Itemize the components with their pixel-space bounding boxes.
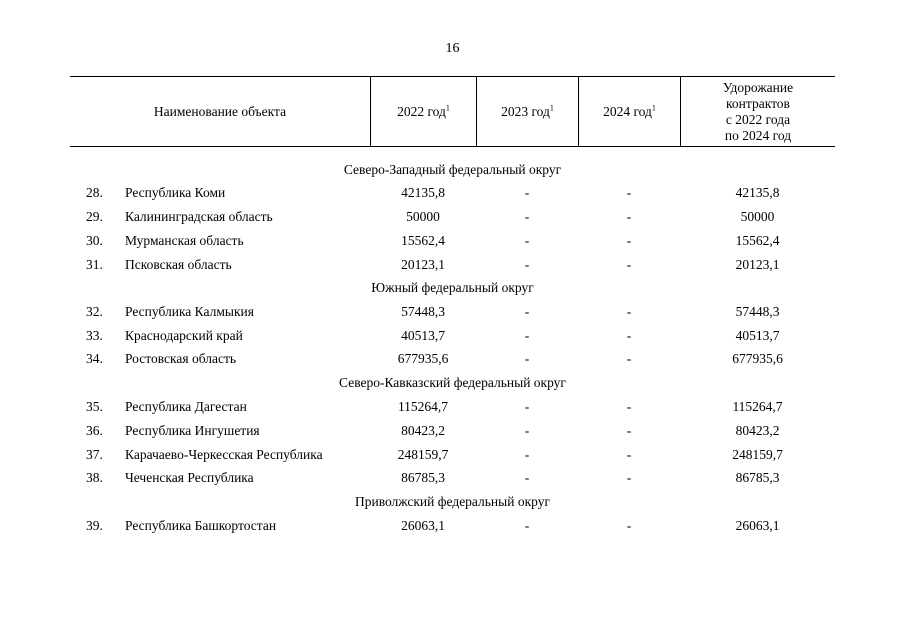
value-2024: - xyxy=(626,447,632,462)
row-number: 38. xyxy=(86,470,103,485)
value-2022: 20123,1 xyxy=(401,257,445,272)
district-title: Северо-Кавказский федеральный округ xyxy=(339,375,566,390)
object-name: Чеченская Республика xyxy=(125,470,254,485)
value-total: 42135,8 xyxy=(735,185,780,200)
table-row xyxy=(70,253,835,277)
row-number: 39. xyxy=(86,518,103,533)
table-row xyxy=(70,347,835,371)
value-2022: 248159,7 xyxy=(397,447,449,462)
header-total-line: с 2022 года xyxy=(725,111,791,127)
value-total: 26063,1 xyxy=(735,518,780,533)
footnote-mark: 1 xyxy=(651,103,656,112)
object-name: Псковская область xyxy=(125,257,232,272)
header-2024-label: 2024 год xyxy=(603,103,652,119)
header-total xyxy=(681,77,835,146)
value-2024: - xyxy=(626,257,632,272)
table-row xyxy=(70,205,835,229)
value-2023: - xyxy=(524,233,530,248)
value-2024: - xyxy=(626,351,632,366)
district-title: Южный федеральный округ xyxy=(371,280,534,295)
value-2022: 40513,7 xyxy=(401,328,445,343)
object-name: Калининградская область xyxy=(125,209,273,224)
object-name: Республика Башкортостан xyxy=(125,518,277,533)
district-title: Северо-Западный федеральный округ xyxy=(343,162,562,177)
header-total-line: Удорожание xyxy=(722,79,794,95)
value-2024: - xyxy=(626,423,632,438)
value-2022: 115264,7 xyxy=(397,399,449,414)
table-row xyxy=(70,419,835,443)
header-name-label: Наименование объекта xyxy=(153,103,287,119)
row-number: 32. xyxy=(86,304,103,319)
header-name xyxy=(70,77,370,146)
header-total-line: по 2024 год xyxy=(724,127,792,143)
value-2024: - xyxy=(626,470,632,485)
value-2023: - xyxy=(524,257,530,272)
table-row xyxy=(70,324,835,348)
value-total: 86785,3 xyxy=(735,470,780,485)
value-2023: - xyxy=(524,470,530,485)
value-2024: - xyxy=(626,304,632,319)
row-number: 30. xyxy=(86,233,103,248)
value-2024: - xyxy=(626,518,632,533)
object-name: Республика Дагестан xyxy=(125,399,247,414)
row-number: 31. xyxy=(86,257,103,272)
table-header-bottom-rule xyxy=(70,146,835,147)
value-total: 677935,6 xyxy=(732,351,783,366)
footnote-mark: 1 xyxy=(549,103,554,112)
value-2022: 42135,8 xyxy=(401,185,445,200)
district-title: Приволжский федеральный округ xyxy=(354,494,550,509)
value-total: 50000 xyxy=(740,209,775,224)
value-2023: - xyxy=(524,399,530,414)
table-row xyxy=(70,443,835,467)
value-2023: - xyxy=(524,304,530,319)
row-number: 35. xyxy=(86,399,103,414)
value-total: 40513,7 xyxy=(735,328,780,343)
value-2024: - xyxy=(626,328,632,343)
value-2023: - xyxy=(524,185,530,200)
value-2023: - xyxy=(524,447,530,462)
value-total: 248159,7 xyxy=(732,447,783,462)
object-name: Краснодарский край xyxy=(125,328,243,343)
value-2022: 15562,4 xyxy=(401,233,445,248)
row-number: 37. xyxy=(86,447,103,462)
footnote-mark: 1 xyxy=(445,103,450,112)
table-row xyxy=(70,395,835,419)
object-name: Мурманская область xyxy=(125,233,244,248)
table-row xyxy=(70,181,835,205)
header-2023 xyxy=(477,77,578,146)
object-name: Карачаево-Черкесская Республика xyxy=(125,447,323,462)
object-name: Республика Калмыкия xyxy=(125,304,254,319)
value-2023: - xyxy=(524,518,530,533)
table-row xyxy=(70,514,835,538)
object-name: Республика Ингушетия xyxy=(125,423,260,438)
header-total-line: контрактов xyxy=(726,95,790,111)
value-total: 80423,2 xyxy=(735,423,780,438)
value-total: 15562,4 xyxy=(735,233,780,248)
row-number: 34. xyxy=(86,351,103,366)
table-row xyxy=(70,229,835,253)
row-number: 36. xyxy=(86,423,103,438)
value-2023: - xyxy=(524,209,530,224)
value-2024: - xyxy=(626,209,632,224)
value-2023: - xyxy=(524,423,530,438)
row-number: 33. xyxy=(86,328,103,343)
header-2024 xyxy=(579,77,680,146)
table-row xyxy=(70,300,835,324)
value-2023: - xyxy=(524,328,530,343)
page-number: 16 xyxy=(445,41,460,56)
header-2022-label: 2022 год xyxy=(397,103,446,119)
value-total: 57448,3 xyxy=(735,304,780,319)
value-2022: 86785,3 xyxy=(401,470,445,485)
row-number: 29. xyxy=(86,209,103,224)
value-2023: - xyxy=(524,351,530,366)
header-2023-label: 2023 год xyxy=(501,103,550,119)
value-2022: 677935,6 xyxy=(397,351,449,366)
value-2024: - xyxy=(626,185,632,200)
value-total: 115264,7 xyxy=(732,399,783,414)
value-2024: - xyxy=(626,399,632,414)
header-2022 xyxy=(371,77,476,146)
value-2022: 80423,2 xyxy=(401,423,445,438)
value-2022: 26063,1 xyxy=(401,518,445,533)
table-row xyxy=(70,466,835,490)
object-name: Республика Коми xyxy=(125,185,226,200)
object-name: Ростовская область xyxy=(125,351,236,366)
value-total: 20123,1 xyxy=(735,257,780,272)
value-2024: - xyxy=(626,233,632,248)
value-2022: 50000 xyxy=(406,209,440,224)
value-2022: 57448,3 xyxy=(401,304,445,319)
row-number: 28. xyxy=(86,185,103,200)
